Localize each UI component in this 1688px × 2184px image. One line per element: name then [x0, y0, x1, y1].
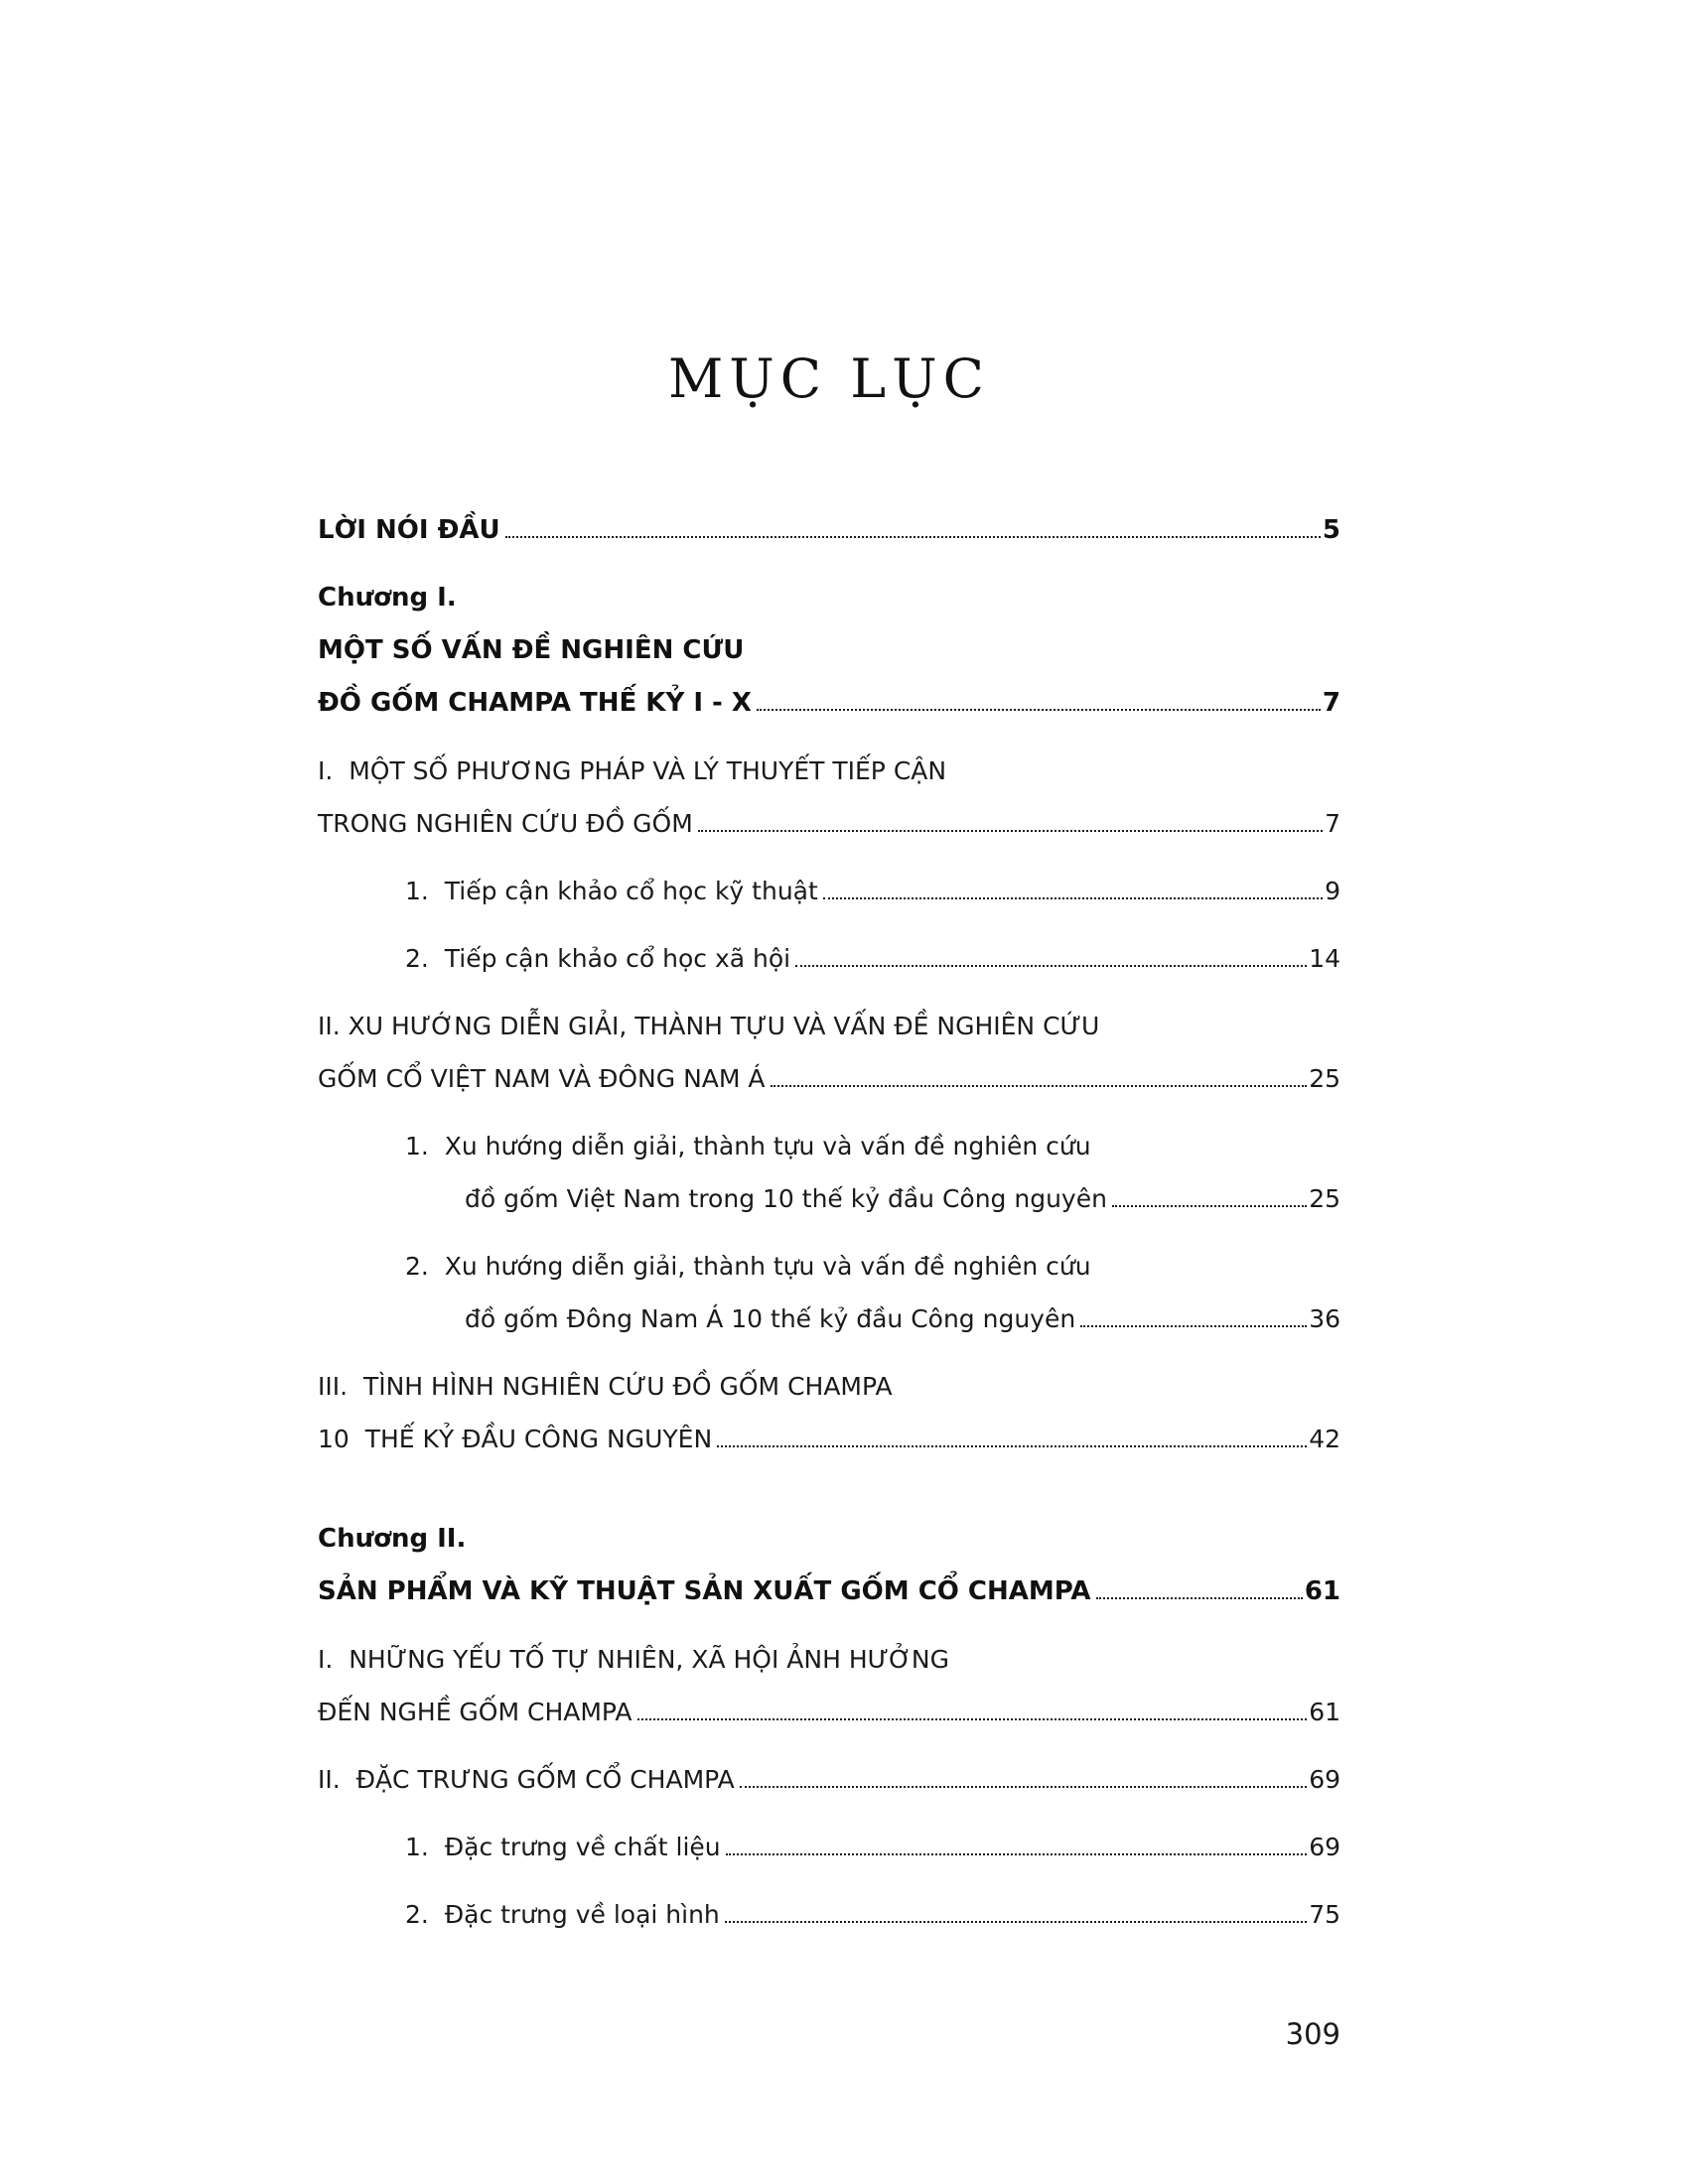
toc-entry-text: III. TÌNH HÌNH NGHIÊN CỨU ĐỒ GỐM CHAMPA	[318, 1372, 893, 1401]
toc-line	[318, 677, 1340, 730]
toc-entry	[318, 1753, 1340, 1806]
toc-entry-text: 2. Đặc trưng về loại hình	[405, 1900, 720, 1929]
toc-line	[318, 572, 1340, 624]
toc-line	[318, 1821, 1340, 1873]
page-ref: 61	[1304, 1576, 1340, 1606]
toc-line	[318, 1413, 1340, 1465]
page-ref: 9	[1325, 877, 1340, 905]
toc-line	[318, 1240, 1340, 1293]
dot-leader	[823, 897, 1323, 899]
toc-entry-text: GỐM CỔ VIỆT NAM VÀ ĐÔNG NAM Á	[318, 1064, 766, 1093]
dot-leader	[795, 965, 1307, 967]
toc-entry-text: đồ gốm Đông Nam Á 10 thế kỷ đầu Công nguyên	[465, 1304, 1076, 1333]
toc-entry-text: I. MỘT SỐ PHƯƠNG PHÁP VÀ LÝ THUYẾT TIẾP CẬN	[318, 756, 947, 785]
toc-line	[318, 1000, 1340, 1052]
page-ref: 25	[1309, 1184, 1340, 1213]
toc-line	[318, 932, 1340, 985]
toc-line	[318, 1293, 1340, 1345]
toc-entry-text: Chương II.	[318, 1524, 467, 1554]
dot-leader	[1112, 1205, 1307, 1207]
toc-entry-text: ĐẾN NGHỀ GỐM CHAMPA	[318, 1698, 633, 1726]
page-ref: 69	[1309, 1833, 1340, 1861]
toc-entry-text: 10 THẾ KỶ ĐẦU CÔNG NGUYÊN	[318, 1425, 713, 1453]
page-ref: 5	[1322, 515, 1340, 545]
toc-entry-text: 2. Tiếp cận khảo cổ học xã hội	[405, 944, 791, 973]
toc-entry-text: II. XU HƯỚNG DIỄN GIẢI, THÀNH TỰU VÀ VẤN ĐỀ NGHIÊN CỨU	[318, 1012, 1100, 1040]
toc-line	[318, 1172, 1340, 1225]
toc-line	[318, 1360, 1340, 1413]
toc-line	[318, 1120, 1340, 1172]
page-content	[318, 347, 1340, 1941]
toc-entry	[318, 745, 1340, 850]
dot-leader	[725, 1921, 1307, 1923]
toc-entry-text: đồ gốm Việt Nam trong 10 thế kỷ đầu Công nguyên	[465, 1184, 1107, 1213]
page-ref: 25	[1309, 1064, 1340, 1093]
dot-leader	[757, 709, 1321, 711]
toc-line	[318, 865, 1340, 917]
dot-leader	[726, 1853, 1308, 1855]
toc-entry	[318, 1000, 1340, 1105]
toc-line	[318, 624, 1340, 677]
toc-entry-text: TRONG NGHIÊN CỨU ĐỒ GỐM	[318, 809, 693, 838]
toc-entry	[318, 932, 1340, 985]
page-ref: 69	[1309, 1765, 1340, 1794]
dot-leader	[637, 1718, 1308, 1720]
toc-entry-text: LỜI NÓI ĐẦU	[318, 515, 500, 545]
page-number: 309	[1285, 2017, 1340, 2051]
toc-entry-text: 1. Tiếp cận khảo cổ học kỹ thuật	[405, 877, 818, 905]
page-ref: 42	[1309, 1425, 1340, 1453]
toc-entry-text: ĐỒ GỐM CHAMPA THẾ KỶ I - X	[318, 688, 752, 718]
page-ref: 7	[1325, 809, 1340, 838]
page-ref: 7	[1322, 688, 1340, 718]
toc-line	[318, 1753, 1340, 1806]
dot-leader	[717, 1445, 1307, 1447]
toc-entry	[318, 1888, 1340, 1941]
toc-entry-text: I. NHỮNG YẾU TỐ TỰ NHIÊN, XÃ HỘI ẢNH HƯỞNG	[318, 1645, 949, 1674]
toc-entry-text: 1. Đặc trưng về chất liệu	[405, 1833, 721, 1861]
toc-entry-text: Chương I.	[318, 583, 457, 613]
dot-leader	[1096, 1597, 1303, 1599]
page-ref: 61	[1309, 1698, 1340, 1726]
dot-leader	[505, 536, 1321, 538]
page-ref: 75	[1309, 1900, 1340, 1929]
toc-line	[318, 1888, 1340, 1941]
toc-line	[318, 1052, 1340, 1105]
toc-entry	[318, 504, 1340, 557]
toc-entry	[318, 1513, 1340, 1618]
toc-entry-text: SẢN PHẨM VÀ KỸ THUẬT SẢN XUẤT GỐM CỔ CHAMPA	[318, 1576, 1091, 1606]
dot-leader	[1080, 1325, 1307, 1327]
page-title: MỤC LỤC	[668, 347, 990, 410]
page-ref: 36	[1309, 1304, 1340, 1333]
toc-entry-text: II. ĐẶC TRƯNG GỐM CỔ CHAMPA	[318, 1765, 735, 1794]
toc-line	[318, 1633, 1340, 1686]
toc-entry	[318, 1821, 1340, 1873]
toc-entry	[318, 865, 1340, 917]
toc-entry-text: 1. Xu hướng diễn giải, thành tựu và vấn đề nghiên cứu	[405, 1132, 1091, 1160]
page-ref: 14	[1309, 944, 1340, 973]
toc-line	[318, 1566, 1340, 1618]
dot-leader	[740, 1786, 1307, 1788]
toc-entry	[318, 572, 1340, 730]
toc	[318, 504, 1340, 1941]
toc-line	[318, 1513, 1340, 1566]
dot-leader	[771, 1085, 1308, 1087]
toc-line	[318, 1686, 1340, 1738]
toc-entry-text: 2. Xu hướng diễn giải, thành tựu và vấn đề nghiên cứu	[405, 1252, 1091, 1281]
toc-line	[318, 797, 1340, 850]
dot-leader	[698, 830, 1323, 832]
toc-entry	[318, 1240, 1340, 1345]
toc-entry	[318, 1360, 1340, 1465]
toc-entry	[318, 1633, 1340, 1738]
toc-line	[318, 745, 1340, 797]
toc-line	[318, 504, 1340, 557]
toc-entry-text: MỘT SỐ VẤN ĐỀ NGHIÊN CỨU	[318, 635, 745, 665]
toc-entry	[318, 1120, 1340, 1225]
